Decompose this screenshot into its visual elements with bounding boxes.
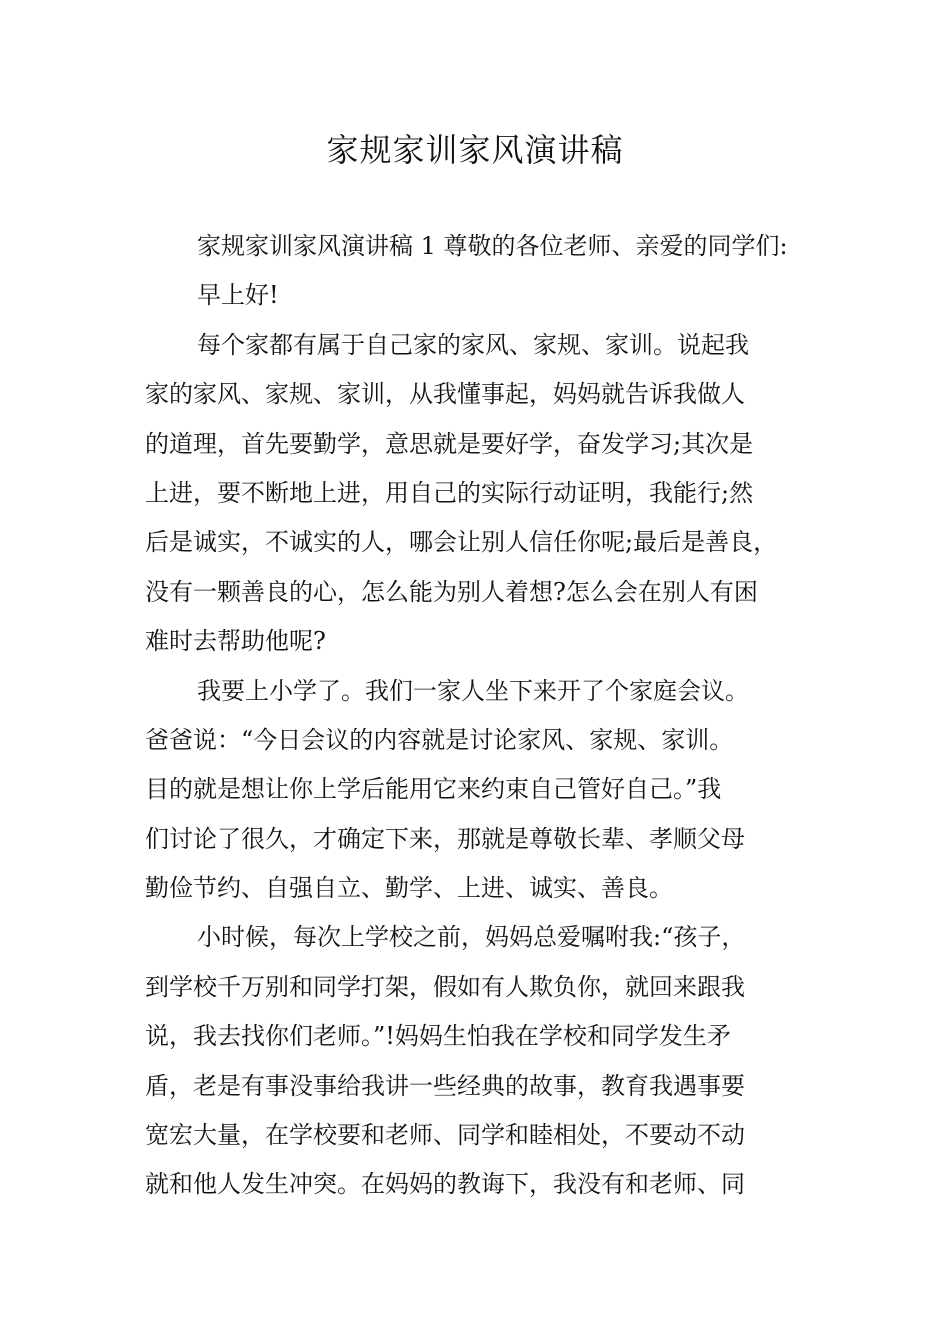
text-line: 每个家都有属于自己家的家风、家规、家训。说起我 — [197, 330, 749, 359]
text-line: 没有一颗善良的心，怎么能为别人着想?怎么会在别人有困 — [145, 577, 758, 606]
text-line: 家规家训家风演讲稿 1 尊敬的各位老师、亲爱的同学们: — [197, 232, 788, 260]
text-line: 爸爸说：“今日会议的内容就是讨论家风、家规、家训。 — [145, 725, 734, 754]
text-line: 就和他人发生冲突。在妈妈的教诲下，我没有和老师、同 — [145, 1170, 745, 1199]
text-line: 小时候，每次上学校之前，妈妈总爱嘱咐我:“孩子， — [197, 923, 746, 952]
text-line: 难时去帮助他呢? — [145, 627, 326, 656]
text-line: 早上好! — [197, 281, 279, 310]
document-title: 家规家训家风演讲稿 — [326, 131, 624, 169]
text-line: 的道理，首先要勤学，意思就是要好学，奋发学习;其次是 — [145, 429, 754, 458]
text-line: 说，我去找你们老师。”!妈妈生怕我在学校和同学发生矛 — [145, 1022, 731, 1051]
text-line: 到学校千万别和同学打架，假如有人欺负你，就回来跟我 — [145, 972, 745, 1001]
text-line: 勤俭节约、自强自立、勤学、上进、诚实、善良。 — [145, 874, 673, 903]
text-line: 宽宏大量，在学校要和老师、同学和睦相处，不要动不动 — [145, 1121, 745, 1150]
text-line: 家的家风、家规、家训，从我懂事起，妈妈就告诉我做人 — [145, 380, 745, 409]
text-line: 目的就是想让你上学后能用它来约束自己管好自己。”我 — [145, 775, 722, 804]
document-body — [145, 222, 825, 1210]
text-line: 们讨论了很久，才确定下来，那就是尊敬长辈、孝顺父母 — [145, 824, 745, 853]
text-line: 我要上小学了。我们一家人坐下来开了个家庭会议。 — [197, 676, 749, 705]
text-line: 上进，要不断地上进，用自己的实际行动证明，我能行;然 — [145, 478, 754, 507]
text-line: 盾，老是有事没事给我讲一些经典的故事，教育我遇事要 — [145, 1071, 745, 1100]
text-line: 后是诚实，不诚实的人，哪会让别人信任你呢;最后是善良， — [145, 528, 778, 557]
